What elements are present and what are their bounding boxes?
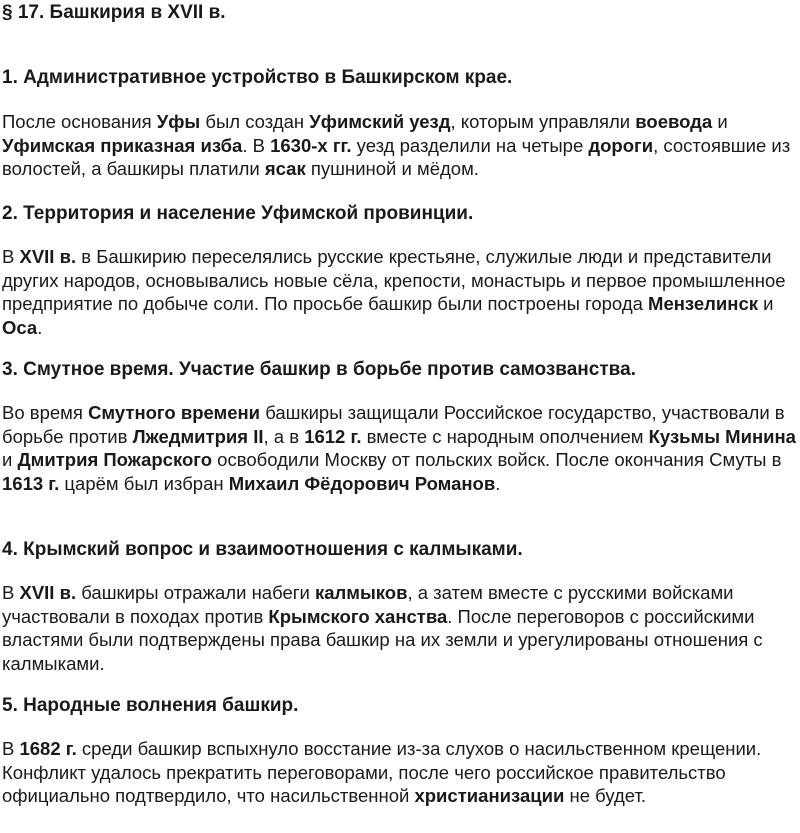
- section-heading: 3. Смутное время. Участие башкир в борьбе против самозванства.: [2, 359, 636, 380]
- body-text: и: [712, 111, 728, 132]
- body-text: . В: [242, 134, 271, 156]
- section-paragraph: [2, 737, 798, 808]
- body-text: , а в: [263, 425, 305, 447]
- emphasis-text: ясак: [264, 158, 306, 179]
- body-text: царём был избран: [59, 472, 229, 494]
- section-paragraph: [2, 110, 798, 181]
- emphasis-text: XVII в.: [19, 246, 77, 267]
- page-title: § 17. Башкирия в XVII в.: [2, 2, 226, 23]
- emphasis-text: 1630-х гг.: [270, 134, 352, 156]
- emphasis-text: Уфимская приказная изба: [2, 134, 243, 156]
- emphasis-text: Оса: [2, 316, 38, 338]
- section-paragraph: [2, 245, 798, 339]
- emphasis-text: Крымского ханства: [268, 605, 448, 627]
- body-text: уезд разделили на четыре: [351, 134, 589, 156]
- emphasis-text: XVII в.: [19, 582, 77, 603]
- body-text: В: [2, 246, 20, 267]
- body-text: . После переговоров с российскими властями были подтверждены права башкир на их земли и урегулированы отношения с калмыками.: [2, 605, 763, 674]
- section-heading: 1. Административное устройство в Башкирском крае.: [2, 67, 513, 88]
- section-heading: 5. Народные волнения башкир.: [2, 695, 299, 716]
- emphasis-text: воевода: [635, 111, 713, 132]
- body-text: вместе с народным ополчением: [361, 425, 649, 447]
- emphasis-text: калмыков: [314, 582, 408, 603]
- body-text: не будет.: [564, 785, 647, 806]
- section-paragraph: [2, 581, 798, 675]
- body-text: в Башкирию переселялись русские крестьяне, служилые люди и представители других народов, основывались новые сёла, крепости, монастырь и первое промышленное предприятие по добыче соли. По просьбе башкир были построены города: [2, 246, 786, 314]
- emphasis-text: Мензелинск: [648, 293, 759, 314]
- body-text: среди башкир вспыхнуло восстание из-за слухов о насильственном крещении. Конфликт удалось прекратить переговорами, после чего российское правительство официально подтвердило, что насильственной: [2, 738, 762, 806]
- section-paragraph: [2, 401, 798, 495]
- body-text: После основания: [2, 111, 157, 132]
- emphasis-text: Лжедмитрия II: [132, 425, 264, 447]
- emphasis-text: 1612 г.: [304, 425, 362, 447]
- body-text: В: [2, 738, 20, 759]
- emphasis-text: Уфы: [156, 111, 201, 132]
- section-heading: 4. Крымский вопрос и взаимоотношения с калмыками.: [2, 539, 523, 560]
- body-text: освободили Москву от польских войск. После окончания Смуты в: [212, 449, 782, 470]
- body-text: , а затем вместе с русскими войсками участвовали в походах против: [2, 582, 734, 627]
- emphasis-text: дороги: [588, 134, 654, 156]
- emphasis-text: Уфимский уезд: [309, 111, 451, 132]
- body-text: пушниной и мёдом.: [305, 158, 479, 179]
- body-text: башкиры защищали Российское государство, участвовали в борьбе против: [2, 402, 785, 447]
- section-heading: 2. Территория и население Уфимской провинции.: [2, 203, 474, 224]
- body-text: , состоявшие из волостей, а башкиры платили: [2, 134, 791, 179]
- body-text: .: [37, 316, 43, 338]
- emphasis-text: Смутного времени: [88, 402, 261, 423]
- body-text: был создан: [200, 111, 310, 132]
- body-text: и: [2, 449, 18, 470]
- body-text: В: [2, 582, 20, 603]
- body-text: башкиры отражали набеги: [76, 582, 315, 603]
- emphasis-text: Кузьмы Минина: [648, 425, 796, 447]
- body-text: .: [495, 472, 501, 494]
- emphasis-text: 1682 г.: [19, 738, 77, 759]
- emphasis-text: Михаил Фёдорович Романов: [228, 472, 496, 494]
- body-text: , которым управляли: [450, 111, 636, 132]
- body-text: и: [758, 293, 774, 314]
- emphasis-text: Дмитрия Пожарского: [17, 449, 213, 470]
- emphasis-text: христианизации: [414, 785, 565, 806]
- emphasis-text: 1613 г.: [2, 472, 60, 494]
- body-text: Во время: [2, 402, 89, 423]
